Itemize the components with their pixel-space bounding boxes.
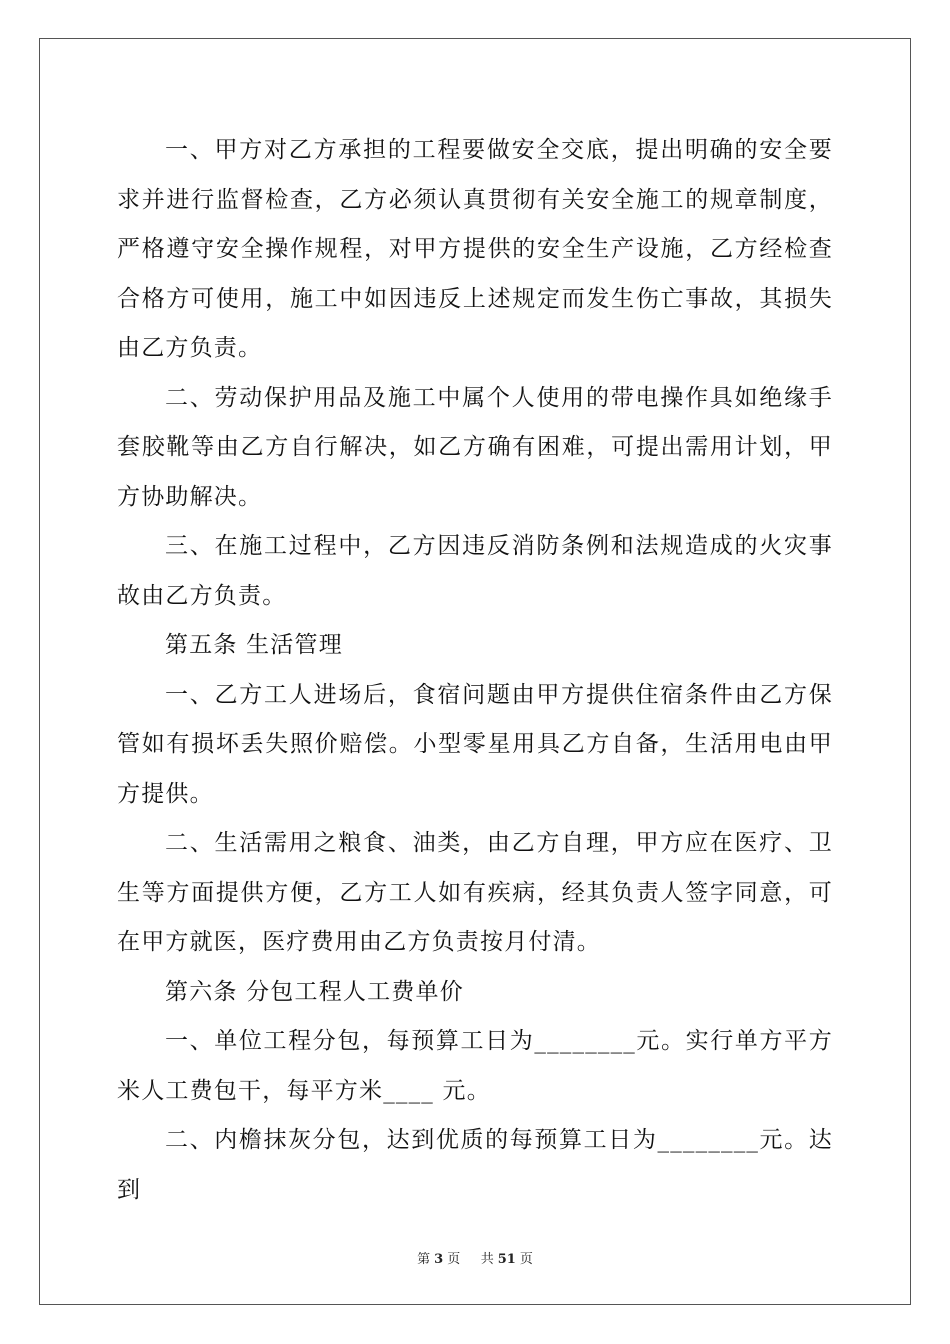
footer-total-prefix: 共 [480,1252,494,1267]
paragraph-7: 二、内檐抹灰分包，达到优质的每预算工日为________元。达到 [117,1127,833,1203]
footer-page-number: 3 [434,1252,444,1267]
paragraph-3: 三、在施工过程中，乙方因违反消防条例和法规造成的火灾事故由乙方负责。 [117,533,833,609]
paragraph-6: 一、单位工程分包，每预算工日为________元。实行单方平方米人工费包干，每平方米____ 元。 [117,1028,833,1104]
paragraph-5: 二、生活需用之粮食、油类，由乙方自理，甲方应在医疗、卫生等方面提供方便，乙方工人如有疾病，经其负责人签字同意，可在甲方就医，医疗费用由乙方负责按月付清。 [117,830,833,955]
section-heading-5: 第五条 生活管理 [165,632,343,658]
footer-total-suffix: 页 [519,1252,533,1267]
paragraph-4: 一、乙方工人进场后，食宿问题由甲方提供住宿条件由乙方保管如有损坏丢失照价赔偿。小型零星用具乙方自备，生活用电由甲方提供。 [117,681,833,807]
paragraph-2: 二、劳动保护用品及施工中属个人使用的带电操作具如绝缘手套胶靴等由乙方自行解决，如乙方确有困难，可提出需用计划，甲方协助解决。 [117,384,833,510]
footer-page-suffix: 页 [447,1252,461,1267]
paragraph-1: 一、甲方对乙方承担的工程要做安全交底，提出明确的安全要求并进行监督检查，乙方必须认真贯彻有关安全施工的规章制度，严格遵守安全操作规程，对甲方提供的安全生产设施，乙方经检查合格方可使用，施工中如因违反上述规定而发生伤亡事故，其损失由乙方负责。 [117,137,833,361]
footer-prefix: 第 [417,1252,431,1267]
footer-total-pages: 51 [497,1252,516,1267]
section-heading-6: 第六条 分包工程人工费单价 [165,978,464,1005]
document-body [117,126,833,1215]
page-footer [0,1248,950,1267]
